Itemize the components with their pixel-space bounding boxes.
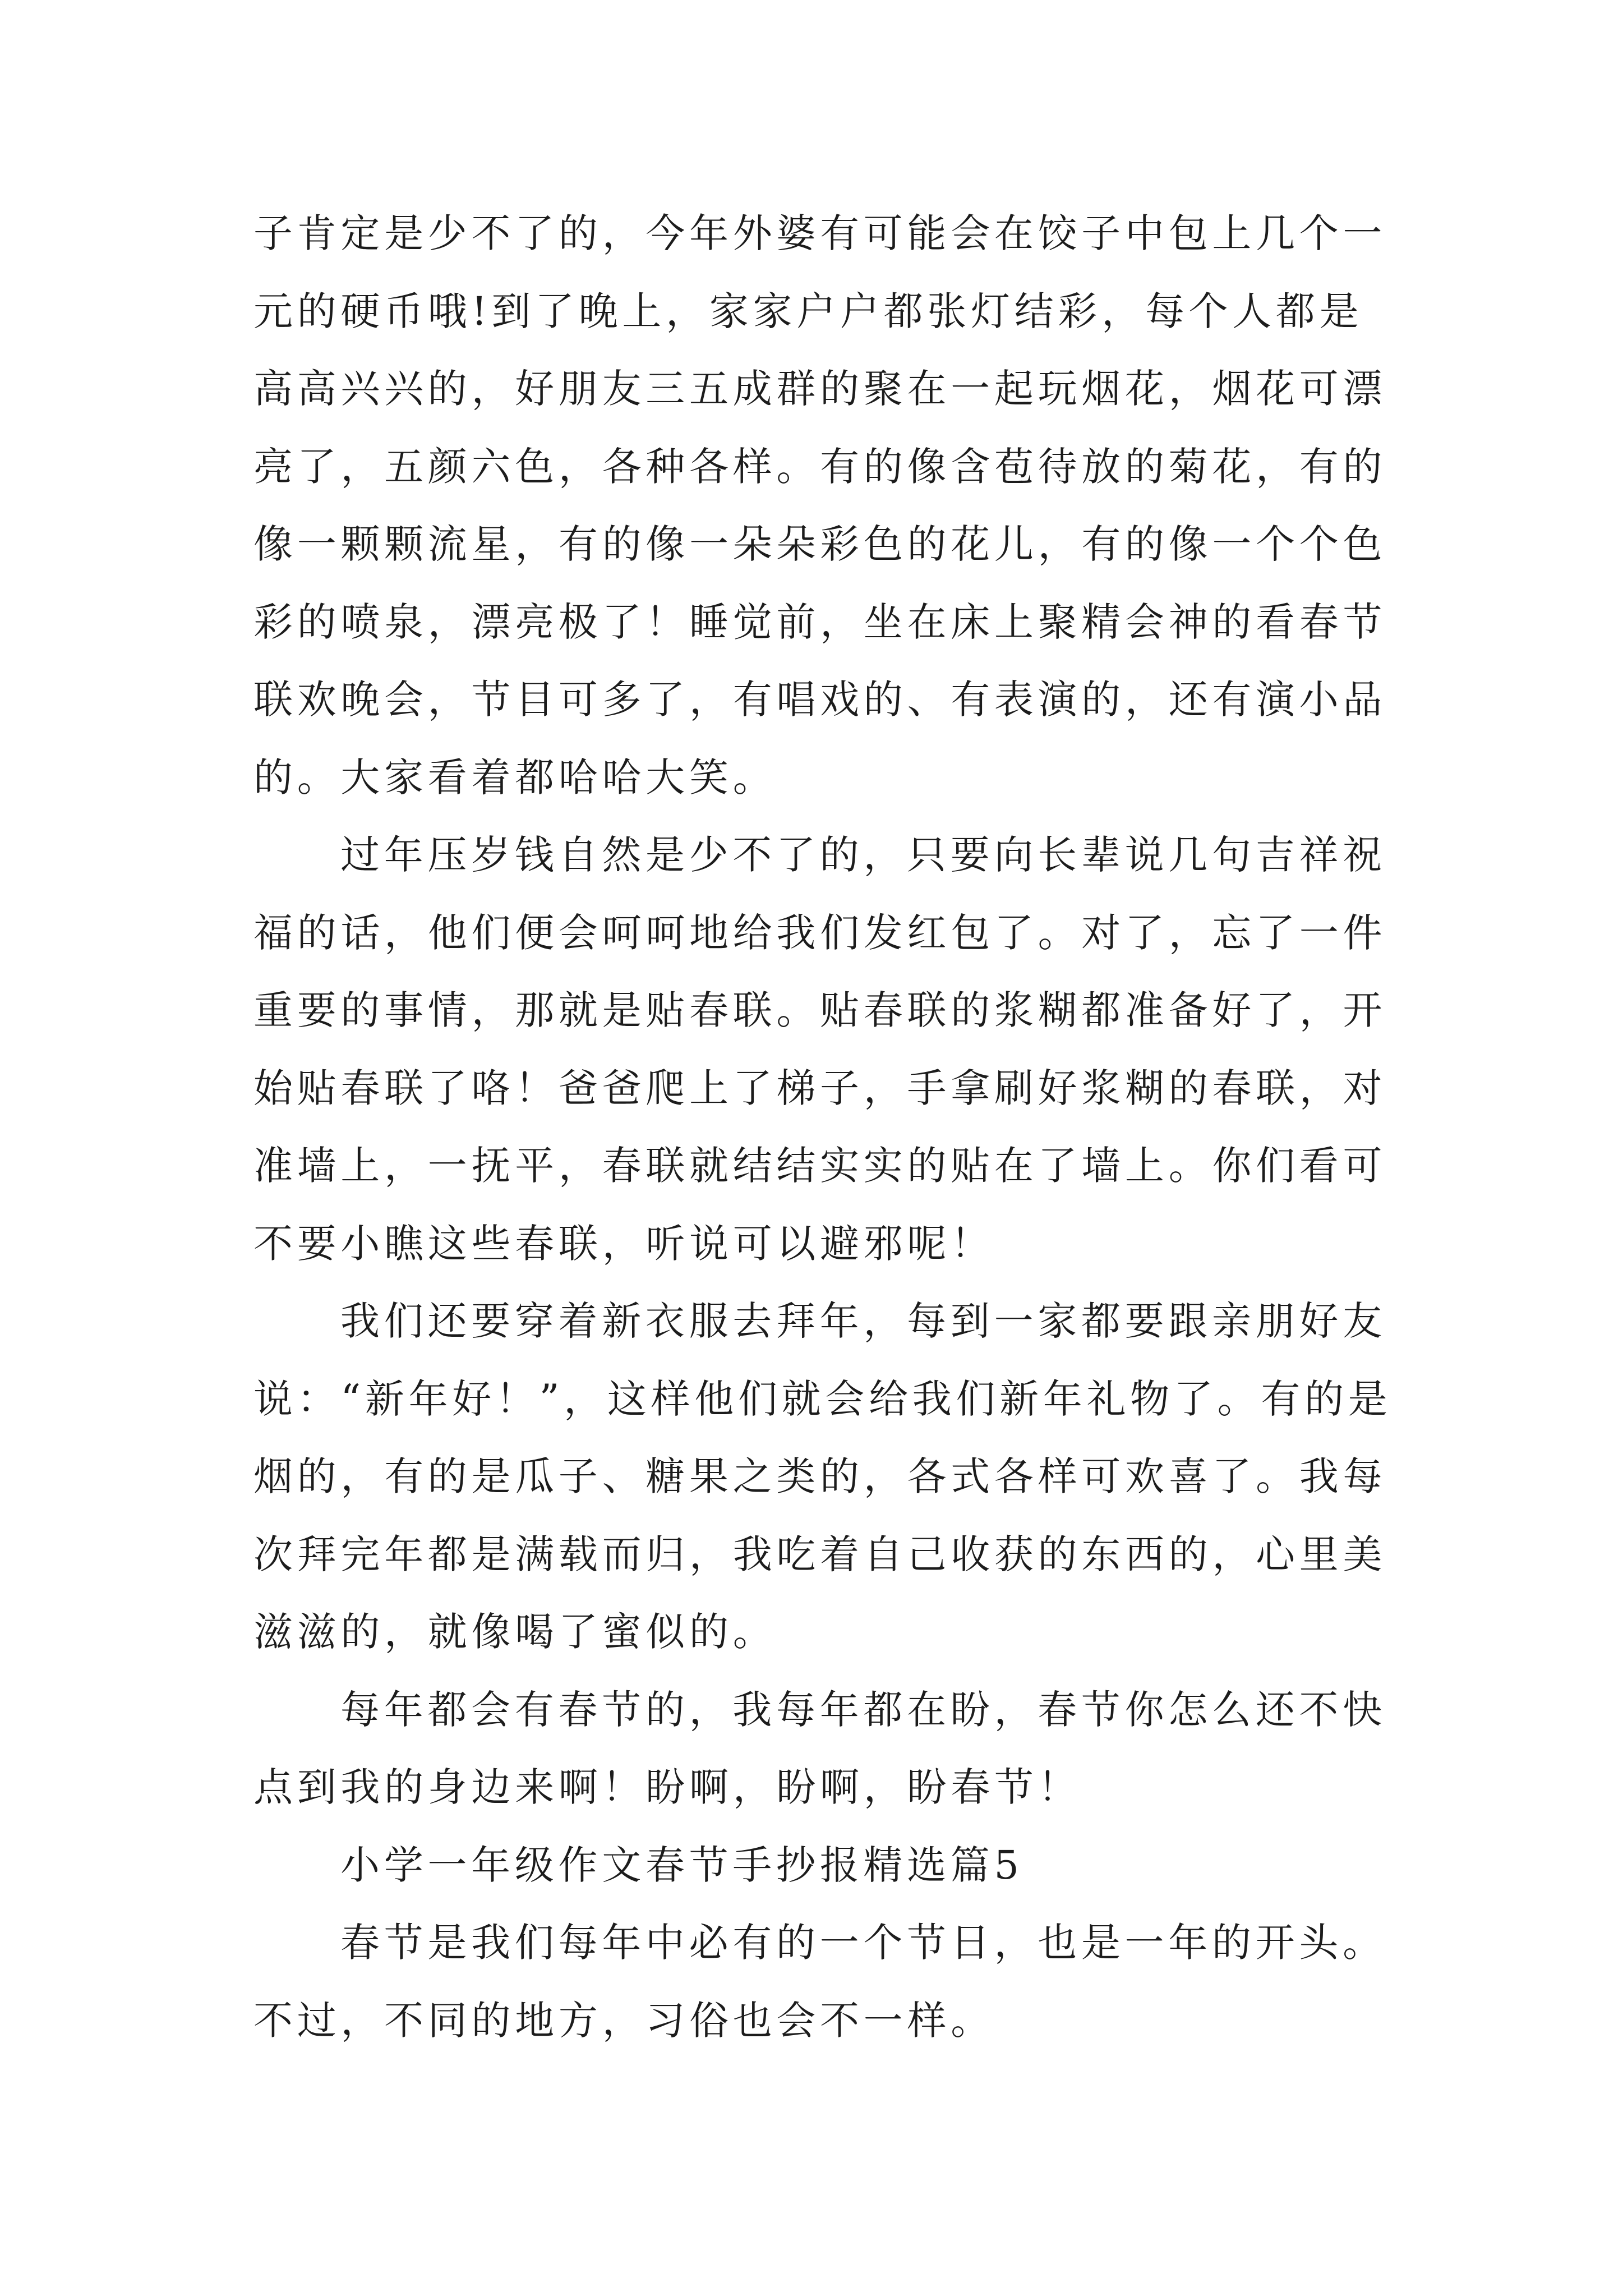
text-line: 说：“新年好！”，这样他们就会给我们新年礼物了。有的是 (253, 1375, 1392, 1422)
section-heading-text: 小学一年级作文春节手抄报精选篇5 (340, 1842, 1023, 1888)
section-heading (253, 1826, 1431, 1904)
text-line: 烟的，有的是瓜子、糖果之类的，各式各样可欢喜了。我每 (253, 1453, 1387, 1499)
text-line: 像一颗颗流星，有的像一朵朵彩色的花儿，有的像一个个色 (253, 521, 1387, 567)
paragraph (253, 1904, 1431, 2059)
document-body (253, 195, 1431, 2059)
text-line: 联欢晚会，节目可多了，有唱戏的、有表演的，还有演小品 (253, 677, 1387, 723)
text-line: 我们还要穿着新衣服去拜年，每到一家都要跟亲朋好友 (340, 1298, 1386, 1344)
text-line: 每年都会有春节的，我每年都在盼，春节你怎么还不快 (340, 1686, 1386, 1733)
text-line: 准墙上，一抚平，春联就结结实实的贴在了墙上。你们看可 (253, 1143, 1387, 1189)
text-line: 始贴春联了咯！爸爸爬上了梯子，手拿刷好浆糊的春联，对 (253, 1065, 1387, 1111)
text-line: 福的话，他们便会呵呵地给我们发红包了。对了，忘了一件 (253, 909, 1387, 956)
text-line: 子肯定是少不了的，今年外婆有可能会在饺子中包上几个一 (253, 210, 1387, 256)
text-line: 不要小瞧这些春联，听说可以避邪呢！ (253, 1220, 994, 1267)
text-line: 次拜完年都是满载而归，我吃着自己收获的东西的，心里美 (253, 1531, 1387, 1577)
text-line: 重要的事情，那就是贴春联。贴春联的浆糊都准备好了，开 (253, 987, 1387, 1033)
paragraph-continued (253, 195, 1431, 816)
text-line: 不过，不同的地方，习俗也会不一样。 (253, 1997, 994, 2044)
text-line: 滋滋的，就像喝了蜜似的。 (253, 1609, 777, 1655)
text-line: 高高兴兴的，好朋友三五成群的聚在一起玩烟花，烟花可漂 (253, 366, 1387, 412)
paragraph (253, 1671, 1431, 1826)
text-line: 亮了，五颜六色，各种各样。有的像含苞待放的菊花，有的 (253, 443, 1387, 490)
text-line: 春节是我们每年中必有的一个节日，也是一年的开头。 (340, 1920, 1386, 1966)
text-line: 彩的喷泉，漂亮极了！睡觉前，坐在床上聚精会神的看春节 (253, 599, 1387, 645)
text-line: 的。大家看着都哈哈大笑。 (253, 754, 777, 800)
text-line: 过年压岁钱自然是少不了的，只要向长辈说几句吉祥祝 (340, 832, 1386, 878)
paragraph (253, 1282, 1431, 1671)
paragraph (253, 816, 1431, 1282)
text-line: 点到我的身边来啊！盼啊，盼啊，盼春节！ (253, 1764, 1082, 1810)
text-line: 元的硬币哦!到了晚上，家家户户都张灯结彩，每个人都是 (253, 288, 1363, 334)
